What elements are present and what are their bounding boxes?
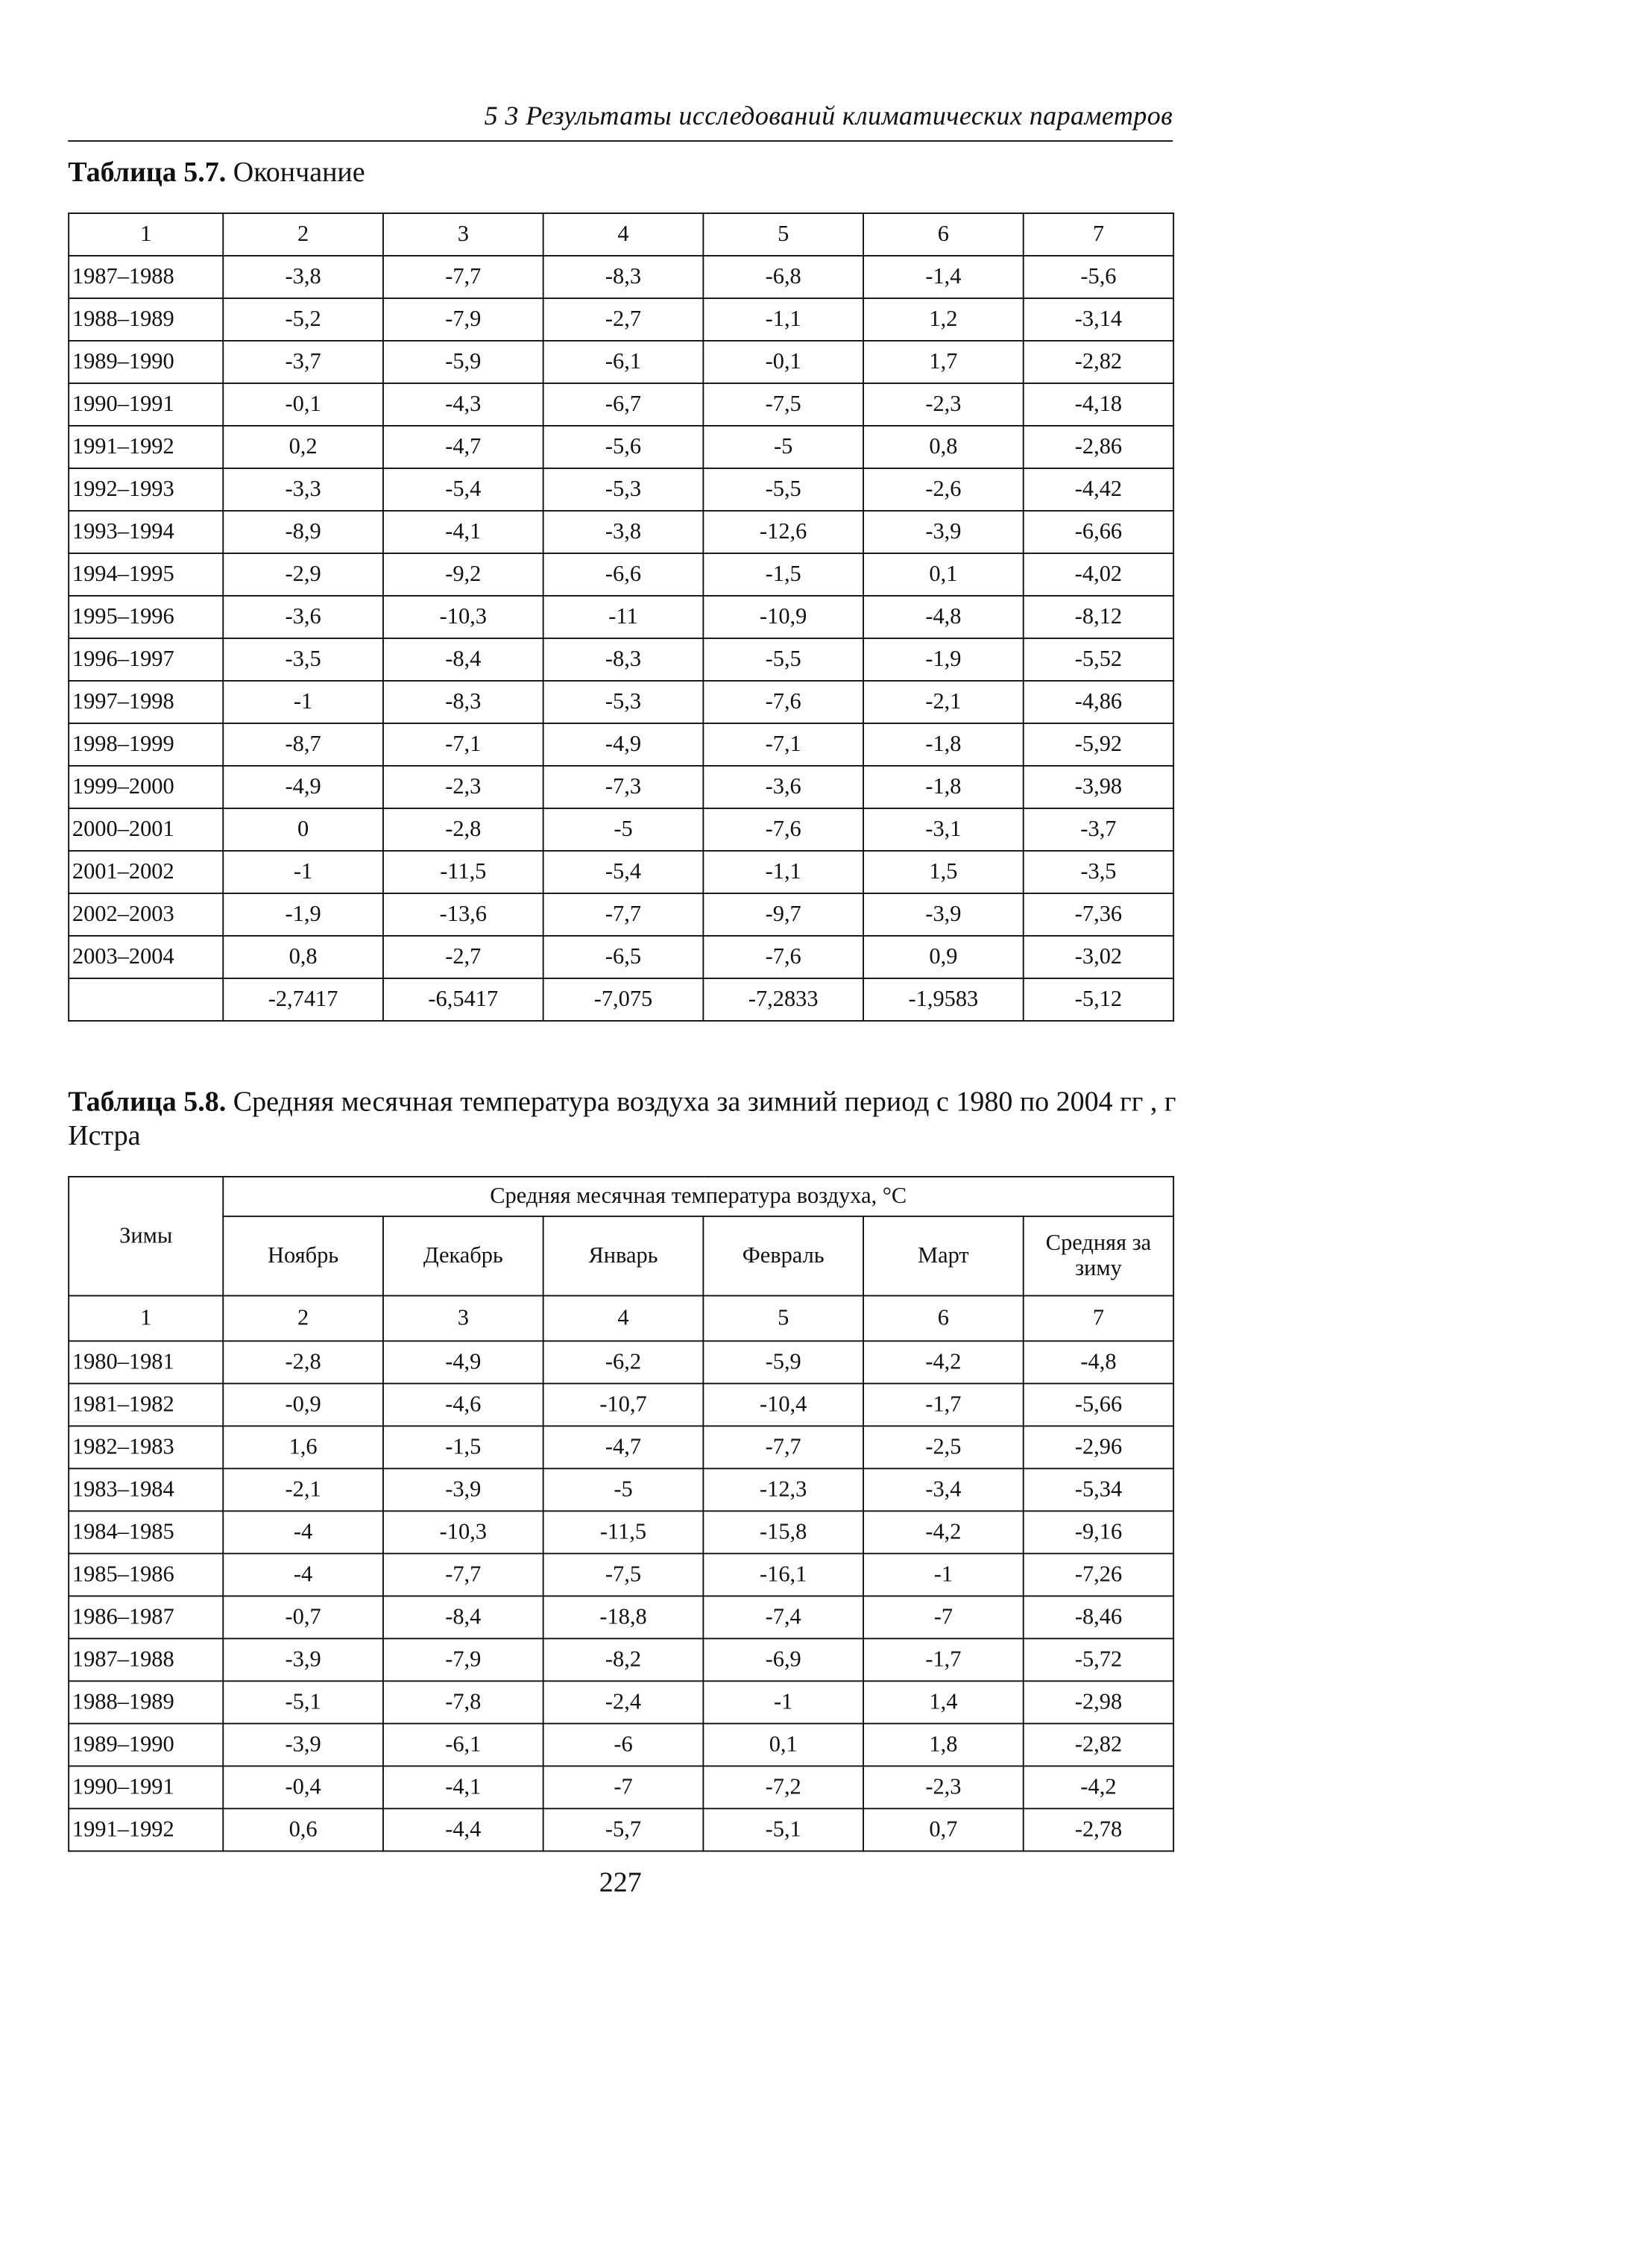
year-cell: 1992–1993 [69, 468, 223, 511]
table-5-8-body [69, 1177, 1173, 1851]
table-5-8 [68, 1176, 1174, 1852]
value-cell: -7,7 [543, 893, 704, 936]
value-cell: -4,3 [383, 383, 543, 426]
year-cell: 1987–1988 [69, 1638, 223, 1681]
table-row [69, 426, 1173, 468]
column-number-row [69, 213, 1173, 256]
value-cell: -5,92 [1024, 723, 1173, 766]
value-cell: -10,3 [383, 596, 543, 638]
column-number: 3 [383, 1296, 543, 1342]
value-cell: -7,6 [703, 681, 863, 723]
value-cell: -7,6 [703, 808, 863, 851]
value-cell: -5,6 [543, 426, 704, 468]
value-cell: -5 [543, 1468, 704, 1511]
value-cell: -4,1 [383, 1766, 543, 1808]
year-cell: 2000–2001 [69, 808, 223, 851]
value-cell: -1,7 [863, 1383, 1024, 1426]
value-cell: -2,5 [863, 1426, 1024, 1468]
year-cell: 1982–1983 [69, 1426, 223, 1468]
value-cell: -8,3 [543, 638, 704, 681]
table-row [69, 936, 1173, 978]
value-cell: -7,7 [703, 1426, 863, 1468]
value-cell: -7,7 [383, 1553, 543, 1596]
value-cell: 1,4 [863, 1681, 1024, 1723]
header-rule [68, 140, 1173, 142]
table-row [69, 766, 1173, 808]
value-cell: 1,7 [863, 341, 1024, 383]
value-cell: -1,8 [863, 766, 1024, 808]
table-row [69, 298, 1173, 341]
value-cell: -18,8 [543, 1596, 704, 1638]
value-cell: -4,18 [1024, 383, 1173, 426]
value-cell: -8,3 [383, 681, 543, 723]
value-cell: -2,1 [863, 681, 1024, 723]
table-row [69, 1596, 1173, 1638]
table-row [69, 1808, 1173, 1851]
year-cell: 1980–1981 [69, 1341, 223, 1383]
value-cell: -8,3 [543, 256, 704, 298]
value-cell: -2,3 [863, 1766, 1024, 1808]
value-cell: -5,9 [383, 341, 543, 383]
table-row [69, 596, 1173, 638]
value-cell: -7,1 [383, 723, 543, 766]
year-cell: 1997–1998 [69, 681, 223, 723]
value-cell: -3,7 [223, 341, 383, 383]
value-cell: -7,4 [703, 1596, 863, 1638]
value-cell: -2,9 [223, 553, 383, 596]
value-cell: -5,5 [703, 638, 863, 681]
year-cell [69, 978, 223, 1021]
value-cell: -8,4 [383, 1596, 543, 1638]
value-cell: -1,9583 [863, 978, 1024, 1021]
value-cell: -5,66 [1024, 1383, 1173, 1426]
value-cell: -1,4 [863, 256, 1024, 298]
table-row [69, 1341, 1173, 1383]
value-cell: -3,02 [1024, 936, 1173, 978]
page-number: 227 [599, 1867, 642, 1899]
value-cell: -2,8 [223, 1341, 383, 1383]
column-number: 2 [223, 1296, 383, 1342]
value-cell: 0,2 [223, 426, 383, 468]
value-cell: -3,7 [1024, 808, 1173, 851]
table-row [69, 553, 1173, 596]
value-cell: -11,5 [543, 1511, 704, 1553]
value-cell: -11,5 [383, 851, 543, 893]
table-row [69, 638, 1173, 681]
year-cell: 1999–2000 [69, 766, 223, 808]
value-cell: -2,82 [1024, 341, 1173, 383]
value-cell: -5,9 [703, 1341, 863, 1383]
value-cell: -3,5 [223, 638, 383, 681]
value-cell: -3,1 [863, 808, 1024, 851]
table-row [69, 1723, 1173, 1766]
average-header: Средняя за зиму [1024, 1216, 1173, 1295]
value-cell: -3,9 [383, 1468, 543, 1511]
year-cell: 1988–1989 [69, 1681, 223, 1723]
value-cell: -6,9 [703, 1638, 863, 1681]
table-row [69, 1766, 1173, 1808]
value-cell: -6,5417 [383, 978, 543, 1021]
value-cell: -3,8 [543, 511, 704, 553]
value-cell: -2,86 [1024, 426, 1173, 468]
value-cell: -2,4 [543, 1681, 704, 1723]
value-cell: -5,12 [1024, 978, 1173, 1021]
value-cell: -4,9 [223, 766, 383, 808]
value-cell: -6,5 [543, 936, 704, 978]
value-cell: -9,7 [703, 893, 863, 936]
table-5-7-caption [68, 156, 1187, 190]
table-5-7 [68, 213, 1174, 1022]
value-cell: -6,7 [543, 383, 704, 426]
value-cell: -10,3 [383, 1511, 543, 1553]
value-cell: -1,1 [703, 851, 863, 893]
value-cell: -5,34 [1024, 1468, 1173, 1511]
value-cell: -1,8 [863, 723, 1024, 766]
value-cell: -8,9 [223, 511, 383, 553]
value-cell: 1,8 [863, 1723, 1024, 1766]
year-cell: 2001–2002 [69, 851, 223, 893]
value-cell: -2,98 [1024, 1681, 1173, 1723]
table-row [69, 341, 1173, 383]
value-cell: -4 [223, 1511, 383, 1553]
value-cell: -7,5 [703, 383, 863, 426]
value-cell: -8,46 [1024, 1596, 1173, 1638]
table-5-8-caption [68, 1085, 1187, 1153]
year-cell: 1989–1990 [69, 1723, 223, 1766]
value-cell: -3,98 [1024, 766, 1173, 808]
value-cell: -1 [703, 1681, 863, 1723]
value-cell: -3,9 [863, 511, 1024, 553]
column-number: 1 [69, 1296, 223, 1342]
year-cell: 1986–1987 [69, 1596, 223, 1638]
table-row [69, 1511, 1173, 1553]
value-cell: -3,8 [223, 256, 383, 298]
group-header: Средняя месячная температура воздуха, °С [223, 1177, 1173, 1216]
value-cell: -5,3 [543, 468, 704, 511]
value-cell: -4,2 [863, 1341, 1024, 1383]
year-cell: 1991–1992 [69, 426, 223, 468]
value-cell: -4,6 [383, 1383, 543, 1426]
year-cell: 1998–1999 [69, 723, 223, 766]
value-cell: -10,9 [703, 596, 863, 638]
value-cell: -3,5 [1024, 851, 1173, 893]
value-cell: -5,1 [703, 1808, 863, 1851]
value-cell: 0,1 [703, 1723, 863, 1766]
value-cell: -2,78 [1024, 1808, 1173, 1851]
value-cell: -4,2 [863, 1511, 1024, 1553]
value-cell: -7,075 [543, 978, 704, 1021]
value-cell: 0,8 [223, 936, 383, 978]
table-5-8-label: Таблица 5.8. [68, 1086, 227, 1119]
value-cell: -3,4 [863, 1468, 1024, 1511]
month-header: Декабрь [383, 1216, 543, 1295]
value-cell: -5,7 [543, 1808, 704, 1851]
value-cell: -7 [543, 1766, 704, 1808]
value-cell: -7,1 [703, 723, 863, 766]
value-cell: -8,12 [1024, 596, 1173, 638]
value-cell: -7,9 [383, 1638, 543, 1681]
value-cell: -6,66 [1024, 511, 1173, 553]
table-5-7-title: Окончание [226, 157, 365, 189]
table-row [69, 383, 1173, 426]
value-cell: -7,7 [383, 256, 543, 298]
year-cell: 1984–1985 [69, 1511, 223, 1553]
value-cell: -4,8 [863, 596, 1024, 638]
year-cell: 1995–1996 [69, 596, 223, 638]
value-cell: -4,42 [1024, 468, 1173, 511]
table-5-7-label: Таблица 5.7. [68, 157, 227, 189]
value-cell: -12,6 [703, 511, 863, 553]
table-row [69, 256, 1173, 298]
value-cell: -8,7 [223, 723, 383, 766]
value-cell: -10,7 [543, 1383, 704, 1426]
year-cell: 1981–1982 [69, 1383, 223, 1426]
column-number: 2 [223, 213, 383, 256]
value-cell: -4,2 [1024, 1766, 1173, 1808]
year-cell: 1996–1997 [69, 638, 223, 681]
column-number: 6 [863, 213, 1024, 256]
value-cell: 0,7 [863, 1808, 1024, 1851]
year-cell: 1991–1992 [69, 1808, 223, 1851]
value-cell: -5,72 [1024, 1638, 1173, 1681]
value-cell: -3,3 [223, 468, 383, 511]
value-cell: -11 [543, 596, 704, 638]
value-cell: -5,5 [703, 468, 863, 511]
value-cell: -3,14 [1024, 298, 1173, 341]
value-cell: -7,6 [703, 936, 863, 978]
value-cell: -8,2 [543, 1638, 704, 1681]
year-cell: 1988–1989 [69, 298, 223, 341]
value-cell: -13,6 [383, 893, 543, 936]
value-cell: -5,2 [223, 298, 383, 341]
column-number: 3 [383, 213, 543, 256]
value-cell: -3,9 [223, 1723, 383, 1766]
value-cell: -4,7 [543, 1426, 704, 1468]
value-cell: -5,4 [383, 468, 543, 511]
value-cell: -4,1 [383, 511, 543, 553]
value-cell: 1,2 [863, 298, 1024, 341]
value-cell: -5,1 [223, 1681, 383, 1723]
value-cell: 0 [223, 808, 383, 851]
value-cell: -1,9 [863, 638, 1024, 681]
value-cell: -3,6 [703, 766, 863, 808]
value-cell: -8,4 [383, 638, 543, 681]
value-cell: -6,8 [703, 256, 863, 298]
value-cell: -12,3 [703, 1468, 863, 1511]
table-row [69, 1681, 1173, 1723]
value-cell: -7,3 [543, 766, 704, 808]
value-cell: -10,4 [703, 1383, 863, 1426]
value-cell: -4,7 [383, 426, 543, 468]
table-row [69, 893, 1173, 936]
value-cell: 0,6 [223, 1808, 383, 1851]
value-cell: -1,5 [703, 553, 863, 596]
column-number-row [69, 1296, 1173, 1342]
year-cell: 1987–1988 [69, 256, 223, 298]
year-cell: 1983–1984 [69, 1468, 223, 1511]
table-5-7-body [69, 213, 1173, 1021]
value-cell: -5,3 [543, 681, 704, 723]
month-header: Январь [543, 1216, 704, 1295]
value-cell: 1,6 [223, 1426, 383, 1468]
column-number: 5 [703, 213, 863, 256]
year-cell: 2003–2004 [69, 936, 223, 978]
value-cell: -7,36 [1024, 893, 1173, 936]
value-cell: -15,8 [703, 1511, 863, 1553]
value-cell: -4,86 [1024, 681, 1173, 723]
table-row [69, 511, 1173, 553]
value-cell: -4 [223, 1553, 383, 1596]
value-cell: -6 [543, 1723, 704, 1766]
value-cell: -9,16 [1024, 1511, 1173, 1553]
value-cell: -2,6 [863, 468, 1024, 511]
table-5-8-header-row [69, 1177, 1173, 1216]
table-row [69, 1638, 1173, 1681]
value-cell: -6,1 [543, 341, 704, 383]
value-cell: -7,2833 [703, 978, 863, 1021]
year-cell: 1993–1994 [69, 511, 223, 553]
table-row [69, 1553, 1173, 1596]
value-cell: -3,9 [863, 893, 1024, 936]
value-cell: -4,4 [383, 1808, 543, 1851]
running-head: 5 3 Результаты исследований климатических параметров [484, 101, 1173, 132]
value-cell: 1,5 [863, 851, 1024, 893]
table-row [69, 681, 1173, 723]
value-cell: -1 [863, 1553, 1024, 1596]
value-cell: -0,4 [223, 1766, 383, 1808]
year-cell: 1990–1991 [69, 1766, 223, 1808]
value-cell: -0,1 [703, 341, 863, 383]
value-cell: -7,2 [703, 1766, 863, 1808]
value-cell: -7 [863, 1596, 1024, 1638]
value-cell: 0,1 [863, 553, 1024, 596]
table-row [69, 1383, 1173, 1426]
value-cell: -5,52 [1024, 638, 1173, 681]
value-cell: -1 [223, 681, 383, 723]
value-cell: -1,5 [383, 1426, 543, 1468]
column-number: 4 [543, 213, 704, 256]
value-cell: -1,9 [223, 893, 383, 936]
value-cell: -5,4 [543, 851, 704, 893]
value-cell: -7,9 [383, 298, 543, 341]
value-cell: -2,96 [1024, 1426, 1173, 1468]
month-header: Февраль [703, 1216, 863, 1295]
value-cell: -0,1 [223, 383, 383, 426]
value-cell: -7,8 [383, 1681, 543, 1723]
value-cell: -7,5 [543, 1553, 704, 1596]
winters-header: Зимы [69, 1177, 223, 1296]
value-cell: 0,9 [863, 936, 1024, 978]
value-cell: -6,1 [383, 1723, 543, 1766]
value-cell: -4,9 [383, 1341, 543, 1383]
value-cell: -1 [223, 851, 383, 893]
value-cell: -2,3 [383, 766, 543, 808]
value-cell: -4,02 [1024, 553, 1173, 596]
year-cell: 1989–1990 [69, 341, 223, 383]
year-cell: 1985–1986 [69, 1553, 223, 1596]
value-cell: -2,7 [383, 936, 543, 978]
value-cell: -0,9 [223, 1383, 383, 1426]
value-cell: -4,8 [1024, 1341, 1173, 1383]
value-cell: -2,7 [543, 298, 704, 341]
year-cell: 2002–2003 [69, 893, 223, 936]
table-row [69, 1468, 1173, 1511]
column-number: 7 [1024, 213, 1173, 256]
table-row [69, 723, 1173, 766]
value-cell: -3,9 [223, 1638, 383, 1681]
value-cell: -3,6 [223, 596, 383, 638]
value-cell: -2,7417 [223, 978, 383, 1021]
table-row [69, 1426, 1173, 1468]
table-row [69, 978, 1173, 1021]
column-number: 1 [69, 213, 223, 256]
table-row [69, 808, 1173, 851]
value-cell: -5 [703, 426, 863, 468]
table-row [69, 851, 1173, 893]
month-header: Ноябрь [223, 1216, 383, 1295]
year-cell: 1990–1991 [69, 383, 223, 426]
column-number: 7 [1024, 1296, 1173, 1342]
value-cell: -5,6 [1024, 256, 1173, 298]
month-header: Март [863, 1216, 1024, 1295]
column-number: 5 [703, 1296, 863, 1342]
value-cell: -1,7 [863, 1638, 1024, 1681]
value-cell: -5 [543, 808, 704, 851]
column-number: 4 [543, 1296, 704, 1342]
column-number: 6 [863, 1296, 1024, 1342]
value-cell: -9,2 [383, 553, 543, 596]
value-cell: 0,8 [863, 426, 1024, 468]
table-5-8-title: Средняя месячная температура воздуха за зимний период с 1980 по 2004 гг , г Истра [68, 1086, 1176, 1152]
value-cell: -2,3 [863, 383, 1024, 426]
value-cell: -6,6 [543, 553, 704, 596]
value-cell: -2,8 [383, 808, 543, 851]
value-cell: -16,1 [703, 1553, 863, 1596]
value-cell: -4,9 [543, 723, 704, 766]
year-cell: 1994–1995 [69, 553, 223, 596]
table-row [69, 468, 1173, 511]
value-cell: -2,1 [223, 1468, 383, 1511]
value-cell: -2,82 [1024, 1723, 1173, 1766]
value-cell: -0,7 [223, 1596, 383, 1638]
table-5-8-month-row [69, 1216, 1173, 1295]
value-cell: -7,26 [1024, 1553, 1173, 1596]
value-cell: -1,1 [703, 298, 863, 341]
value-cell: -6,2 [543, 1341, 704, 1383]
